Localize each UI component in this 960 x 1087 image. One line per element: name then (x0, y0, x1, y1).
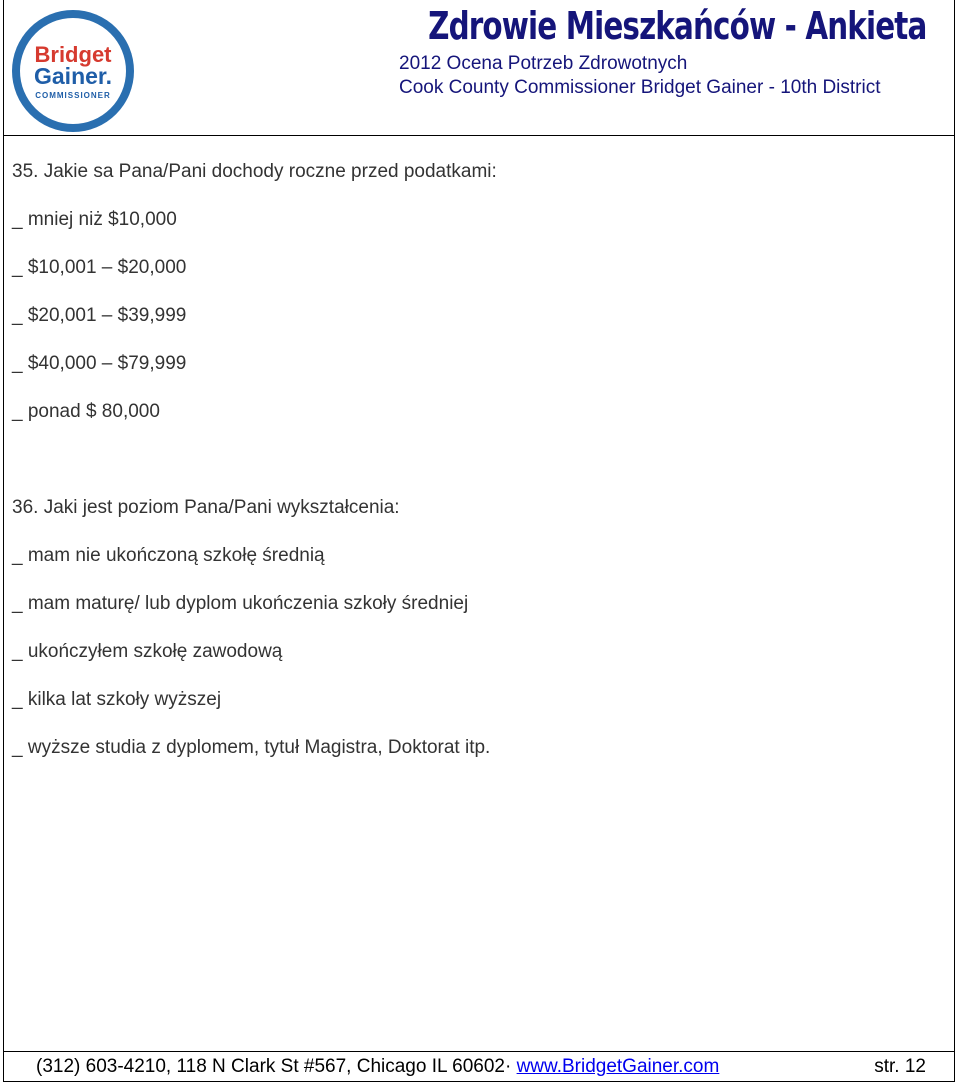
logo-line2: Gainer. (34, 63, 112, 89)
logo-line3: COMMISSIONER (35, 91, 111, 100)
q36-option-3[interactable]: _ ukończyłem szkołę zawodową (12, 641, 283, 662)
question-36: 36. Jaki jest poziom Pana/Pani wykształcenia: (12, 497, 400, 518)
footer-contact (36, 1056, 719, 1078)
bridget-gainer-logo (10, 8, 136, 134)
q35-option-3[interactable]: _ $20,001 – $39,999 (12, 305, 187, 326)
q36-option-5[interactable]: _ wyższe studia z dyplomem, tytuł Magistra, Doktorat itp. (12, 737, 491, 758)
q35-option-2[interactable]: _ $10,001 – $20,000 (12, 257, 187, 278)
page-subtitle: 2012 Ocena Potrzeb Zdrowotnych (399, 53, 688, 74)
footer-divider (3, 1051, 955, 1052)
q36-option-4[interactable]: _ kilka lat szkoły wyższej (12, 689, 222, 710)
q35-option-4[interactable]: _ $40,000 – $79,999 (12, 353, 187, 374)
website-link[interactable]: www.BridgetGainer.com (516, 1056, 720, 1077)
q35-option-1[interactable]: _ mniej niż $10,000 (12, 209, 177, 230)
q36-option-1[interactable]: _ mam nie ukończoną szkołę średnią (12, 545, 325, 566)
q36-option-2[interactable]: _ mam maturę/ lub dyplom ukończenia szkoły średniej (12, 593, 469, 614)
logo-line1: Bridget (34, 42, 112, 67)
page-title: Zdrowie Mieszkańców - Ankieta (427, 4, 926, 48)
q35-option-5[interactable]: _ ponad $ 80,000 (12, 401, 160, 422)
header-divider (3, 135, 955, 136)
page-subtitle-district: Cook County Commissioner Bridget Gainer - 10th District (399, 77, 881, 98)
page-number: str. 12 (874, 1056, 926, 1077)
question-35: 35. Jakie sa Pana/Pani dochody roczne przed podatkami: (12, 161, 497, 182)
footer-address: (312) 603-4210, 118 N Clark St #567, Chicago IL 60602· (36, 1056, 512, 1077)
